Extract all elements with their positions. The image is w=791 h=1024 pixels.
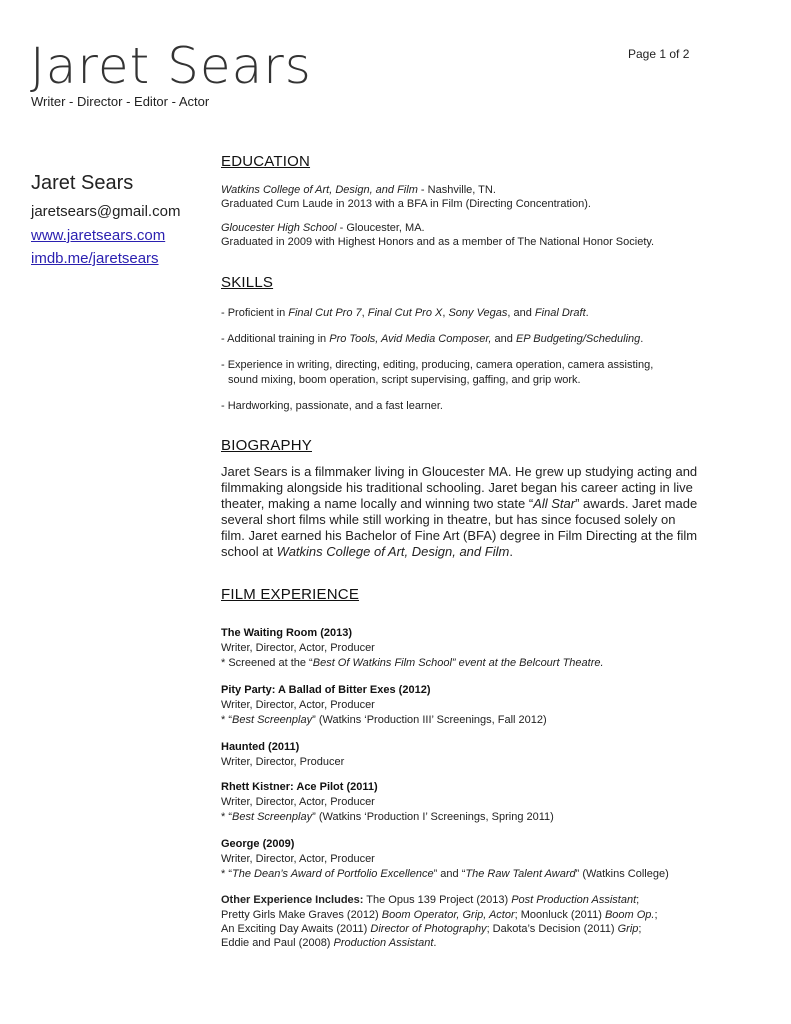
film-note: * “Best Screenplay” (Watkins ‘Production I’ Screenings, Spring 2011) [221,811,554,823]
biography-heading: BIOGRAPHY [221,437,312,454]
film-title: Haunted (2011) [221,741,300,753]
school-name: Gloucester High School [221,222,337,234]
other-experience-line: An Exciting Day Awaits (2011) Director of Photography; Dakota’s Decision (2011) Grip; [221,923,642,935]
other-experience-line: Pretty Girls Make Graves (2012) Boom Operator, Grip, Actor; Moonluck (2011) Boom Op.; [221,909,658,921]
other-experience-label: Other Experience Includes: [221,894,364,906]
skills-heading: SKILLS [221,274,274,291]
skill-item: - Additional training in Pro Tools, Avid Media Composer, and EP Budgeting/Scheduling. [221,333,644,345]
resume-name-heading: Jaret Sears [30,37,312,95]
skill-item-line: sound mixing, boom operation, script supervising, gaffing, and grip work. [228,374,581,386]
film-title: Pity Party: A Ballad of Bitter Exes (2012) [221,684,431,696]
film-title: Rhett Kistner: Ace Pilot (2011) [221,781,378,793]
education-item-school [221,221,425,236]
other-experience-line: Eddie and Paul (2008) Production Assistant. [221,937,437,949]
website-link[interactable]: www.jaretsears.com [31,227,166,244]
school-name: Watkins College of Art, Design, and Film [221,184,418,196]
film-roles: Writer, Director, Actor, Producer [221,699,375,711]
film-roles: Writer, Director, Producer [221,756,345,768]
film-title: George (2009) [221,838,295,850]
film-roles: Writer, Director, Actor, Producer [221,642,375,654]
film-note: * Screened at the “Best Of Watkins Film School” event at the Belcourt Theatre. [221,657,604,669]
film-note: * “Best Screenplay” (Watkins ‘Production III’ Screenings, Fall 2012) [221,714,547,726]
film-note: * “The Dean’s Award of Portfolio Excellence” and “The Raw Talent Award” (Watkins College) [221,868,669,880]
page-indicator: Page 1 of 2 [628,47,690,61]
other-experience-line: Other Experience Includes: The Opus 139 Project (2013) Post Production Assistant; [221,894,640,906]
sidebar-name: Jaret Sears [31,172,134,194]
education-heading: EDUCATION [221,153,311,170]
skill-item: - Proficient in Final Cut Pro 7, Final Cut Pro X, Sony Vegas, and Final Draft. [221,307,589,319]
film-title: The Waiting Room (2013) [221,627,352,639]
skill-item: - Hardworking, passionate, and a fast learner. [221,400,443,412]
film-experience-heading: FILM EXPERIENCE [221,586,360,603]
education-item-detail: Graduated Cum Laude in 2013 with a BFA in Film (Directing Concentration). [221,198,591,210]
imdb-link[interactable]: imdb.me/jaretsears [31,250,159,267]
school-location: - Nashville, TN. [417,184,496,196]
education-item-school [221,183,496,198]
education-item-detail: Graduated in 2009 with Highest Honors and as a member of The National Honor Society. [221,236,655,248]
biography-text: Jaret Sears is a filmmaker living in Gloucester MA. He grew up studying acting and filmmaking alongside his traditional schooling. Jaret began his career acting in live theater, making a name locally and winning two state “All Star” awards. Jaret made several short films while still working in theatre, but has since focused solely on film. Jaret earned his Bachelor of Fine Art (BFA) degree in Film Directing at the film school at Watkins College of Art, Design, and Film. [221,464,698,559]
tagline: Writer - Director - Editor - Actor [31,94,210,109]
film-roles: Writer, Director, Actor, Producer [221,853,375,865]
skill-item-line: - Experience in writing, directing, editing, producing, camera operation, camera assisting, [221,359,654,371]
email-text: jaretsears@gmail.com [31,203,181,220]
school-location: - Gloucester, MA. [336,222,425,234]
film-roles: Writer, Director, Actor, Producer [221,796,375,808]
